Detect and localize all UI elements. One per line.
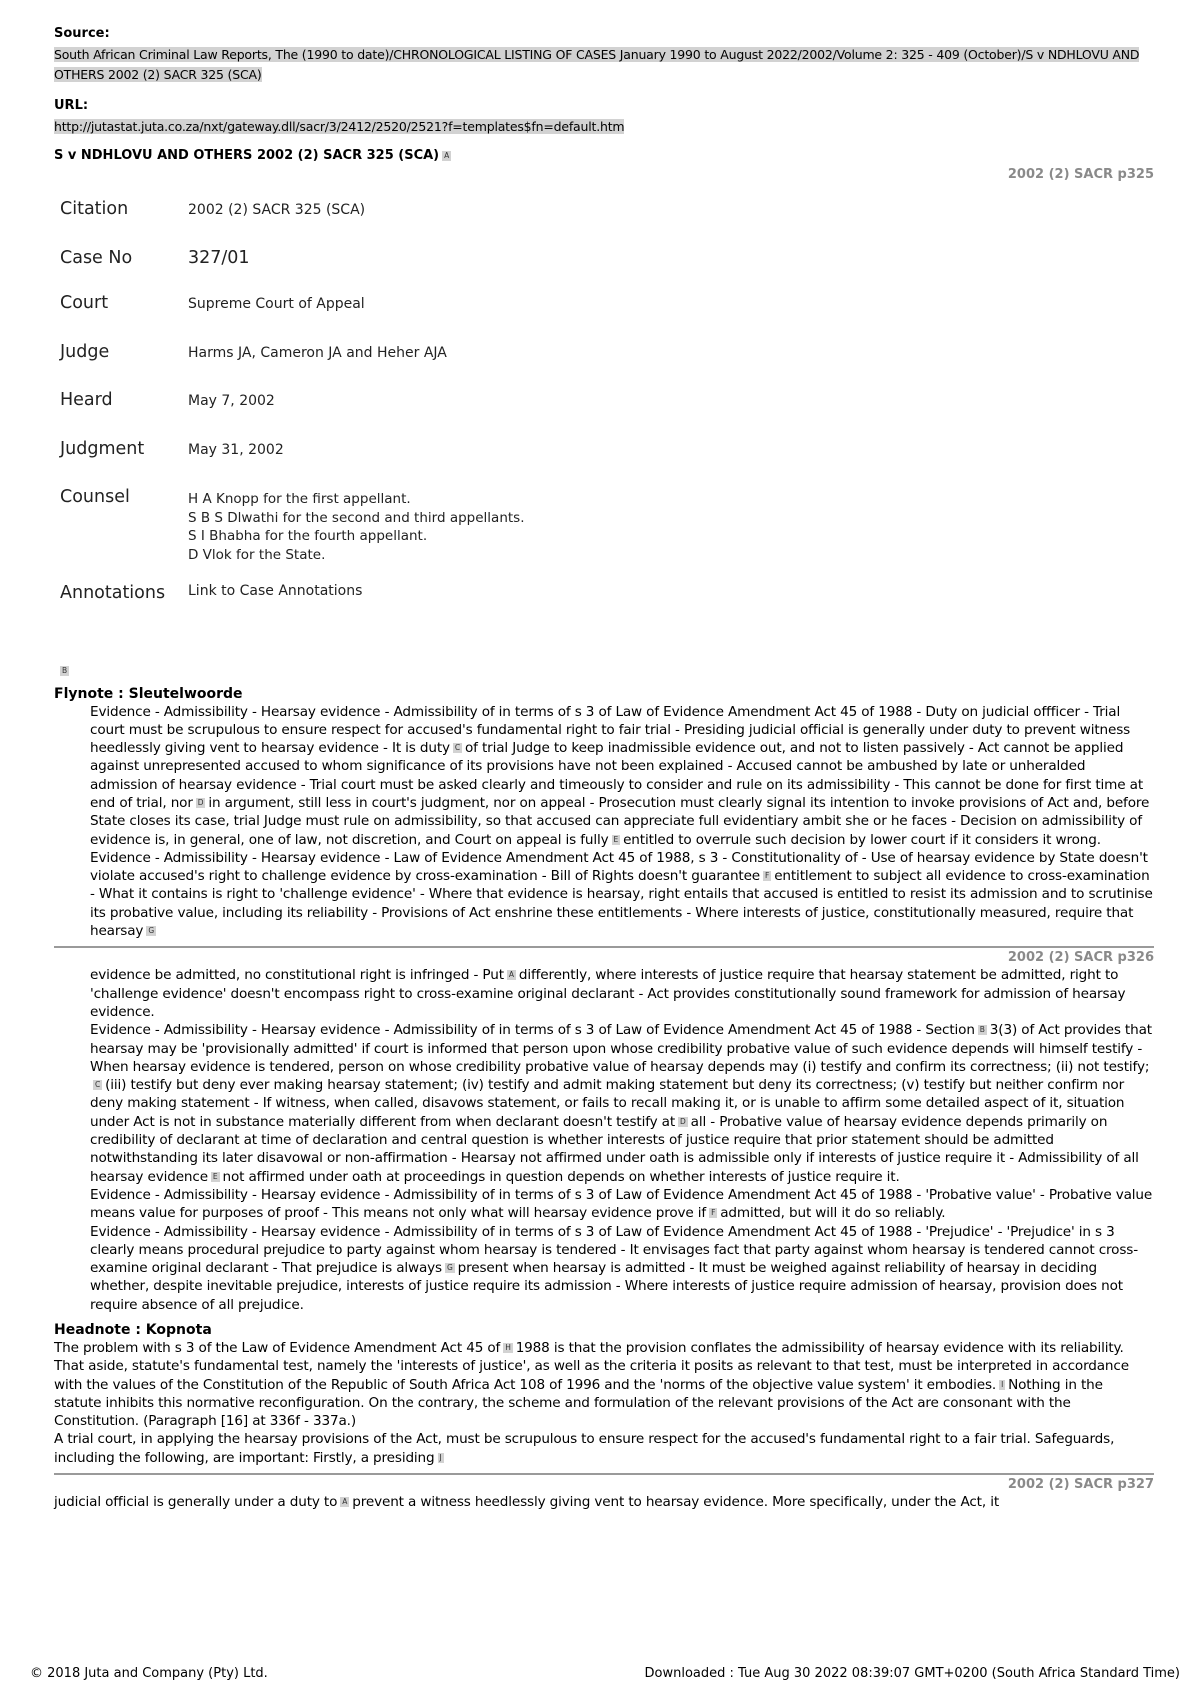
citation-row	[60, 199, 525, 248]
headnote-text: 1988 is that the provision conflates the admissibility of hearsay evidence with its reliability. That aside, statute's fundamental test, namely the 'interests of justice', as well as the criteria it posits as relevant to that test, must be interpreted in accordance with the values of the Constitution of the Republic of South Africa Act 108 of 1996 and the 'norms of the objective value system' it embodies.	[54, 1340, 1129, 1393]
counsel-entry: H A Knopp for the first appellant.	[188, 491, 411, 507]
flynote-text: evidence be admitted, no constitutional right is infringed - Put	[90, 967, 504, 984]
annotations-label: Annotations	[60, 583, 166, 603]
margin-marker: J	[439, 1452, 442, 1462]
document-page	[54, 26, 1154, 1511]
flynote-paragraph	[90, 1186, 1154, 1223]
flynote-text: entitled to overrule such decision by lower court if it considers it wrong.	[623, 831, 1101, 848]
url-label: URL:	[54, 98, 89, 113]
margin-marker: E	[212, 1171, 218, 1181]
flynote-text: Evidence - Admissibility - Hearsay evidence - Law of Evidence Amendment Act 45 of 1988, s 3 - Constitutionality of - Use of hearsay evidence by State doesn't violate accused's right to challenge evidence by cross-examination - Bill of Rights doesn't guarantee	[90, 849, 1148, 885]
case-title-text: S v NDHLOVU AND OTHERS 2002 (2) SACR 325 (SCA)	[54, 148, 440, 163]
judgment-value: May 31, 2002	[188, 441, 284, 458]
source-block	[54, 26, 1154, 84]
headnote-text: prevent a witness heedlessly giving vent to hearsay evidence. More specifically, under the Act, it	[352, 1494, 1000, 1511]
headnote-paragraph	[54, 1430, 1154, 1467]
flynote-body	[54, 703, 1154, 941]
flynote-paragraph	[90, 703, 1154, 849]
page-reference: 2002 (2) SACR p327	[1007, 1477, 1154, 1493]
headnote-text: The problem with s 3 of the Law of Evidence Amendment Act 45 of	[54, 1340, 501, 1356]
flynote-text: Evidence - Admissibility - Hearsay evidence - Admissibility of in terms of s 3 of Law of Evidence Amendment Act 45 of 1988 - 'Prejudice' - 'Prejudice' in s 3 clearly means procedural prejudice to party against whom hearsay is tendered - It envisages fact that party against whom hearsay is tendered cannot cross-examine original declarant - That prejudice is always	[90, 1223, 1138, 1277]
headnote-title: Headnote : Kopnota	[54, 1322, 212, 1338]
citation-value: 2002 (2) SACR 325 (SCA)	[188, 202, 366, 218]
judge-row	[60, 342, 525, 391]
headnote-text: judicial official is generally under a duty to	[54, 1494, 338, 1511]
case-no-row	[60, 248, 525, 294]
flynote-text: entitlement to subject all evidence to cross-examination - What it contains is right to 'challenge evidence' - Where that evidence is hearsay, right entails that accused is entitled to resist its admission and to scrutinise its probative value, including its reliability - Provisions of Act enshrine these entitlements - Where interests of justice, constitutionally measured, require that hearsay	[90, 868, 1153, 940]
flynote-paragraph	[90, 1223, 1154, 1314]
counsel-value	[188, 487, 525, 583]
court-label: Court	[60, 293, 109, 313]
margin-marker: I	[1001, 1379, 1004, 1389]
judgment-row	[60, 439, 525, 488]
flynote-text: differently, where interests of justice require that hearsay statement be admitted, right to 'challenge evidence' doesn't encompass right to cross-examine original declarant - Act provides constitutionally sound framework for admission of hearsay evidence.	[90, 967, 1126, 1020]
page-reference: 2002 (2) SACR p325	[1007, 167, 1154, 182]
margin-marker: D	[197, 797, 204, 807]
flynote-text: 3(3) of Act provides that hearsay may be 'provisionally admitted' if court is informed that person upon whose credibility probative value of such evidence depends will himself testify - When hearsay evidence is tendered, person on whose credibility probative value of hearsay depends may (i) testify and confirm its correctness; (ii) not testify;	[90, 1022, 1152, 1075]
counsel-row	[60, 487, 525, 583]
headnote-paragraph	[54, 1339, 1154, 1430]
headnote-text: Nothing in the statute inhibits this normative reconfiguration. On the contrary, the scheme and formulation of the relevant provisions of the Act are consonant with the Constitution. (Paragraph [16] at 336f - 337a.)	[54, 1376, 1103, 1430]
margin-marker: G	[148, 926, 154, 936]
heard-row	[60, 390, 525, 439]
flynote-paragraph	[90, 1021, 1154, 1186]
flynote-text: Evidence - Admissibility - Hearsay evidence - Admissibility of in terms of s 3 of Law of Evidence Amendment Act 45 of 1988 - Duty on judicial offficer - Trial court must be scrupulous to ensure respect for accused's fundamental right to fair trial - Presiding judicial official is generally under duty to prevent witness heedlessly giving vent to hearsay evidence - It is duty	[90, 703, 1131, 757]
flynote-title: Flynote : Sleutelwoorde	[54, 685, 243, 702]
marker-b-line	[54, 661, 1154, 680]
judge-value: Harms JA, Cameron JA and Heher AJA	[188, 344, 447, 361]
headnote-body	[54, 1339, 1154, 1467]
judge-label: Judge	[60, 341, 110, 362]
heard-value: May 7, 2002	[188, 393, 275, 409]
page-footer	[30, 1666, 1180, 1681]
margin-marker: A	[508, 970, 514, 980]
url-link[interactable]: http://jutastat.juta.co.za/nxt/gateway.dll/sacr/3/2412/2520/2521?f=templates$fn=default.htm	[54, 119, 625, 134]
judgment-label: Judgment	[60, 438, 145, 459]
margin-marker: H	[505, 1343, 511, 1352]
case-annotations-link[interactable]: Link to Case Annotations	[188, 583, 363, 599]
headnote-body-continued	[54, 1493, 1154, 1511]
copyright-notice: © 2018 Juta and Company (Pty) Ltd.	[30, 1666, 268, 1681]
margin-marker: F	[711, 1208, 716, 1218]
margin-marker: A	[342, 1497, 348, 1507]
page-divider	[54, 1473, 1154, 1475]
source-label: Source:	[54, 26, 110, 41]
citation-label: Citation	[60, 199, 129, 219]
counsel-entry: S I Bhabha for the fourth appellant.	[188, 528, 428, 544]
flynote-text: all - Probative value of hearsay evidence depends primarily on credibility of declarant at time of declaration and central question is whether interests of justice require that prior statement should be admitted notwithstanding its later disavowal or non-affirmation - Hearsay not affirmed under oath is admissible only if interests of justice require it - Admissibility of all hearsay evidence	[90, 1113, 1139, 1185]
margin-marker: B	[979, 1025, 985, 1035]
flynote-text: Evidence - Admissibility - Hearsay evidence - Admissibility of in terms of s 3 of Law of Evidence Amendment Act 45 of 1988 - 'Probative value' - Probative value means value for purposes of proof - This means not only what will hearsay evidence prove if	[90, 1186, 1153, 1222]
flynote-text: (iii) testify but deny ever making hearsay statement; (iv) testify and admit making statement but deny its correctness; (v) testify but neither confirm nor deny making statement - If witness, when called, disavows statement, or fails to recall making it, or is unable to affirm some detailed aspect of it, situation under Act is not in substance materially different from when declarant doesn't testify at	[90, 1077, 1125, 1130]
flynote-text: admitted, but will it do so reliably.	[720, 1205, 946, 1222]
heard-label: Heard	[60, 390, 113, 410]
page-reference: 2002 (2) SACR p326	[1007, 950, 1154, 966]
case-no-label: Case No	[60, 247, 133, 268]
headnote-text: A trial court, in applying the hearsay provisions of the Act, must be scrupulous to ensure respect for the accused's fundamental right to a fair trial. Safeguards, including the following, are important: Firstly, a presiding	[54, 1431, 1115, 1466]
counsel-label: Counsel	[60, 487, 130, 507]
court-value: Supreme Court of Appeal	[188, 296, 365, 312]
flynote-text: in argument, still less in court's judgment, nor on appeal - Prosecution must clearly signal its intention to invoke provisions of Act and, before State closes its case, trial Judge must rule on admissibility, so that accused can appreciate full evidentiary ambit she or he faces - Decision on admissibility of evidence is, in general, one of law, not discretion, and Court on appeal is fully	[90, 794, 1150, 848]
margin-marker: G	[447, 1263, 453, 1273]
margin-marker: C	[454, 743, 461, 753]
flynote-body-continued	[54, 966, 1154, 1314]
source-path: South African Criminal Law Reports, The (1990 to date)/CHRONOLOGICAL LISTING OF CASES January 1990 to August 2022/2002/Volume 2: 325 - 409 (October)/S v NDHLOVU AND OTHERS 2002 (2) SACR 325 (SCA)	[54, 47, 1140, 82]
flynote-text: present when hearsay is admitted - It must be weighed against reliability of hearsay in deciding whether, despite inevitable prejudice, interests of justice require its admission - Where interests of justice require admission of hearsay, provision does not require absence of all prejudice.	[90, 1260, 1123, 1313]
margin-marker: E	[613, 834, 619, 844]
flynote-text: of trial Judge to keep inadmissible evidence out, and not to listen passively - Act cannot be applied against unrepresented accused to whom significance of its provisions have not been explained - Accused cannot be ambushed by late or unheralded admission of hearsay evidence - Trial court must be asked clearly and timeously to consider and rule on its admissibility - This cannot be done for first time at end of trial, nor	[90, 740, 1144, 811]
page-divider	[54, 946, 1154, 948]
counsel-entry: S B S Dlwathi for the second and third appellants.	[188, 509, 525, 526]
margin-marker: C	[95, 1080, 101, 1090]
margin-marker: B	[62, 666, 68, 675]
case-details-table	[60, 199, 525, 629]
case-no-value: 327/01	[188, 247, 250, 268]
download-timestamp: Downloaded : Tue Aug 30 2022 08:39:07 GMT+0200 (South Africa Standard Time)	[644, 1666, 1180, 1681]
flynote-text: not affirmed under oath at proceedings in question depends on whether interests of justice require it.	[222, 1168, 900, 1185]
margin-marker: D	[680, 1116, 686, 1126]
margin-marker: A	[444, 150, 450, 160]
url-block	[54, 98, 1154, 136]
flynote-paragraph	[90, 966, 1154, 1021]
court-row	[60, 293, 525, 342]
margin-marker: F	[765, 871, 770, 881]
counsel-entry: D Vlok for the State.	[188, 546, 326, 563]
flynote-paragraph	[90, 849, 1154, 940]
flynote-text: Evidence - Admissibility - Hearsay evidence - Admissibility of in terms of s 3 of Law of Evidence Amendment Act 45 of 1988 - Section	[90, 1022, 975, 1039]
case-title	[54, 148, 1154, 163]
annotations-row	[60, 583, 525, 629]
